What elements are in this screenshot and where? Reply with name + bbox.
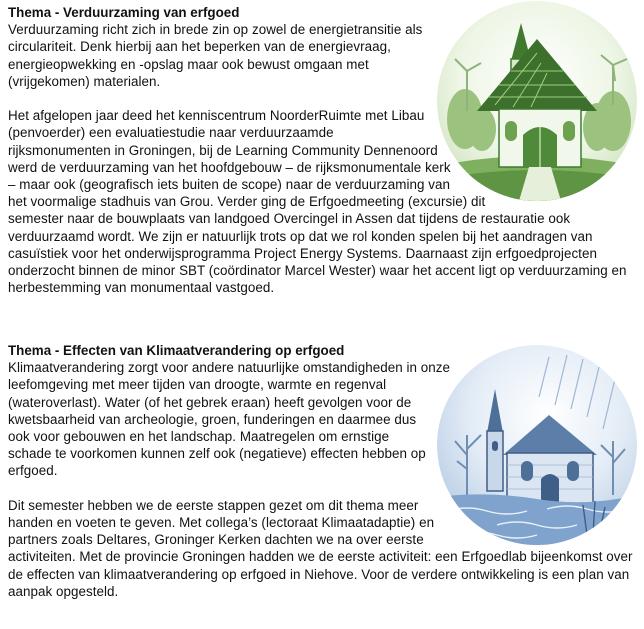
section-klimaatverandering: [8, 342, 638, 600]
section-heading: Thema - Verduurzaming van erfgoed: [8, 5, 240, 20]
green-church-solar-illustration: [437, 1, 637, 201]
section-heading: Thema - Effecten van Klimaatverandering op erfgoed: [8, 343, 345, 358]
blue-flooded-church-illustration: [437, 345, 637, 545]
section-paragraph: Dit semester hebben we de eerste stappen gezet om dit thema meer handen en voeten te geven. Met collega’s (lectoraat Klimaatadaptie) en partners zoals Deltares, Groninger Kerken dachten we na over eerste activiteiten. Met de provincie Groningen hadden we de eerste activiteit: een Erfgoedlab bijeenkomst over de effecten van klimaatverandering op erfgoed in Niehove. Voor de verdere ontwikkeling is een plan van aanpak opgesteld.: [8, 497, 633, 599]
section-verduurzaming: [8, 4, 638, 296]
section-paragraph: Klimaatverandering zorgt voor andere natuurlijke omstandigheden in onze leefomgeving met meer tijden van droogte, warmte en regenval (wateroverlast). Water (of het gebrek eraan) heeft gevolgen voor de kwetsbaarheid van archeologie, groen, funderingen en daarmee dus ook voor gebouwen en het landschap. Maatregelen om ernstige schade te voorkomen kunnen zelf ook (negatieve) effecten hebben op erfgoed.: [8, 360, 450, 479]
section-paragraph: Het afgelopen jaar deed het kenniscentrum NoorderRuimte met Libau (penvoerder) een evaluatiestudie naar verduurzaamde rijksmonumenten in Groningen, bij de Learning Community Dennenoord werd de verduurzaming van het hoofdgebouw – de rijksmonumentale kerk – maar ook (geografisch iets buiten de scope) naar de verduurzaming van het voormalige stadhuis van Grou. Verder ging de Erfgoedmeeting (excursie) dit semester naar de bouwplaats van landgoed Overcingel in Assen dat tijdens de restauratie ook verduurzaamd wordt. We zijn er natuurlijk trots op dat we rol konden spelen bij het aandragen van casuïstiek voor het onderwijsprogramma Project Energy Systems. Daarnaast zijn erfgoedprojecten onderzocht binnen de minor SBT (coördinator Marcel Wester) waar het accent ligt op verduurzaming en herbestemming van monumentaal vastgoed.: [8, 108, 627, 296]
section-paragraph: Verduurzaming richt zich in brede zin op zowel de energietransitie als circulariteit. Denk hierbij aan het beperken van de energievraag, energieopwekking en -opslag maar ook bewust omgaan met (vrijgekomen) materialen.: [8, 22, 423, 89]
